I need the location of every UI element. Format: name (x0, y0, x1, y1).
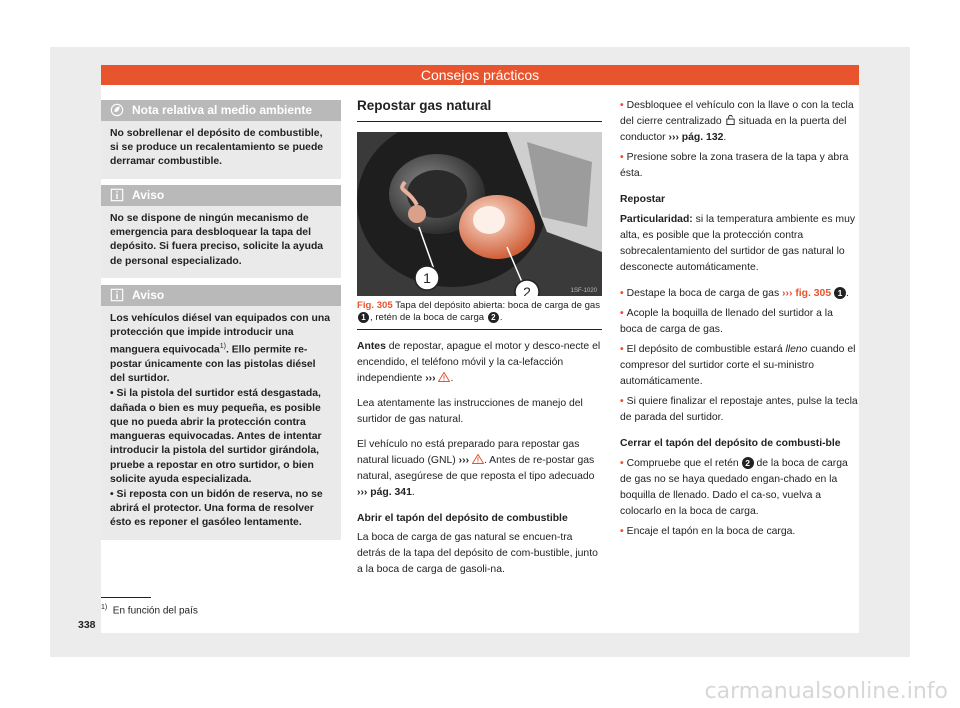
step-acople (620, 306, 858, 338)
step-text: Compruebe que el retén (626, 458, 739, 469)
figure-callout-1: 1 (423, 270, 431, 286)
footnote-marker: 1) (101, 604, 108, 611)
subheading-abrir: Abrir el tapón del depósito de combustible (357, 513, 568, 524)
fuel-filler-figure (357, 132, 602, 296)
aviso-bullet-text: Si reposta con un bidón de reserva, no se abrirá el protector. Una forma de resolver ésto es reponer el gasóleo lentamente. (110, 488, 323, 529)
page-reference-link[interactable]: ››› pág. 132 (668, 132, 724, 143)
step-finalizar (620, 394, 858, 426)
subheading-repostar: Repostar (620, 194, 666, 205)
footnote (101, 604, 198, 616)
bullet-marker: • (620, 344, 624, 355)
emphasis-text: lleno (785, 344, 808, 355)
step-text: Acople la boquilla de llenado del surtidor a la boca de carga de gas. (620, 308, 833, 335)
fuel-filler-illustration (357, 132, 602, 296)
aviso-text-1: No se dispone de ningún mecanismo de emergencia para desbloquear la tapa del depósito. Si fuera preciso, solicite la ayuda de personal especializado. (110, 213, 324, 267)
caption-text: Tapa del depósito abierta: boca de carga de gas (395, 300, 601, 311)
aviso-body-2 (101, 306, 341, 540)
ref-arrows: ››› (425, 373, 436, 384)
step-text: Presione sobre la zona trasera de la tapa y abra ésta. (620, 152, 849, 179)
caption-text: , retén de la boca de carga (370, 312, 485, 323)
watermark: carmanualsonline.info (704, 679, 948, 704)
aviso-box-1 (101, 185, 341, 278)
footnote-marker: 1) (219, 343, 226, 351)
paragraph-antes: Antes de repostar, apague el motor y desco-necte el encendido, el teléfono móvil y la ca-lefacción independiente ››› . (357, 341, 601, 384)
callout-1-inline: 1 (358, 312, 369, 323)
aviso-paragraph (110, 312, 332, 386)
paragraph-text: de repostar, apague el motor y desco-necte el encendido, el teléfono móvil y la ca-lefacción independiente (357, 341, 601, 384)
environment-note-text: No sobrellenar el depósito de combustible, si se produce un recalentamiento se puede derramar combustible. (110, 128, 324, 168)
warning-icon (438, 372, 450, 382)
aviso-header-1 (101, 185, 341, 206)
aviso-box-2 (101, 285, 341, 540)
footnote-text: En función del país (112, 605, 198, 617)
bullet-marker: • (620, 396, 624, 407)
bullet-marker: • (620, 288, 624, 299)
figure-reference-link[interactable]: ››› fig. 305 (782, 288, 832, 299)
step-presione (620, 150, 858, 182)
step-text: Si quiere finalizar el repostaje antes, pulse la tecla de parada del surtidor. (620, 396, 858, 423)
figure-caption: Fig. 305 Tapa del depósito abierta: boca de carga de gas 1 , retén de la boca de carga 2 . (357, 300, 602, 330)
paragraph-particularidad (620, 212, 858, 276)
step-text: de la boca de carga de gas no se haya quedado engan-chado en la boquilla de llenado. Dado el ca-so, vuelva a colocarlo en la boca de carga. (620, 458, 848, 517)
paragraph-boca-carga: La boca de carga de gas natural se encuen-tra detrás de la tapa del depósito de com-bustible, junto a la boca de carga de gasoli-na. (357, 532, 598, 575)
aviso-text-part: . Ello permite re-postar únicamente con las pistolas diésel del surtidor. (110, 344, 316, 385)
paragraph-instrucciones: Lea atentamente las instrucciones de manejo del surtidor de gas natural. (357, 398, 583, 425)
footnote-divider (101, 597, 151, 598)
step-text: situada en la puerta del conductor (620, 116, 847, 143)
environment-note-title: Nota relativa al medio ambiente (132, 103, 313, 117)
aviso-bullet-text: Si la pistola del surtidor está desgastada, dañada o bien es muy pequeña, es posible que no pueda abrir la protección contra mangueras equivocadas. Antes de intentar introducir la pistola del surtidor girándola, pruebe a repostar en otro surtidor, o bien solicite ayuda especializada. (110, 388, 322, 485)
paragraph-text: . Antes de re-postar gas natural, asegúrese de que reposta el tipo adecuado (357, 455, 595, 482)
subheading-cerrar: Cerrar el tapón del depósito de combusti-ble (620, 438, 841, 449)
eco-icon (110, 103, 126, 119)
page-number: 338 (78, 619, 96, 631)
aviso-title-2: Aviso (132, 288, 165, 302)
paragraph-gnl: El vehículo no está preparado para repostar gas natural licuado (GNL) ››› . Antes de re-postar gas natural, asegúrese de que reposta el tipo adecuado ››› pág. 341. (357, 439, 595, 498)
aviso-body-1 (101, 206, 341, 278)
bold-lead: Antes (357, 341, 386, 352)
callout-1-inline: 1 (834, 287, 846, 299)
middle-column (357, 98, 602, 578)
callout-2-inline: 2 (742, 457, 754, 469)
step-destape: • Destape la boca de carga de gas ››› fig. 305 1 . (620, 288, 849, 299)
bullet-marker: • (620, 308, 624, 319)
environment-note-header (101, 100, 341, 121)
callout-2-inline: 2 (488, 312, 499, 323)
bullet-marker: • (620, 100, 624, 111)
ref-arrows: ››› (458, 455, 470, 466)
bullet-marker: • (620, 526, 624, 537)
figure-code: 1SF-1020 (570, 288, 597, 294)
step-deposito-lleno (620, 342, 858, 390)
section-header: Consejos prácticos (101, 65, 859, 85)
aviso-bullet (110, 488, 332, 531)
environment-note-body (101, 121, 341, 179)
bold-lead: Particularidad: (620, 214, 693, 225)
paragraph-text: si la temperatura ambiente es muy alta, es posible que la protección contra sobrecalentamiento del surtidor de gas natural lo desconecte automáticamente. (620, 214, 856, 273)
bullet-marker: • (620, 152, 624, 163)
page-reference-link[interactable]: ››› pág. 341 (357, 487, 412, 498)
step-desbloquee: • Desbloquee el vehículo con la llave o con la tecla del cierre centralizado situada en la puerta del conductor ››› pág. 132. (620, 100, 854, 143)
step-text: Destape la boca de carga de gas (626, 288, 780, 299)
figure-label: Fig. 305 (357, 300, 393, 311)
paragraph-text: El vehículo no está preparado para repostar gas natural licuado (GNL) (357, 439, 580, 466)
bullet-marker: • (110, 488, 117, 500)
info-icon (110, 188, 126, 204)
environment-note-box (101, 100, 341, 179)
aviso-text-part: Los vehículos diésel van equipados con una protección que impide introducir una manguera equivocada (110, 313, 330, 356)
aviso-bullet (110, 387, 332, 486)
warning-icon (472, 454, 484, 464)
step-encaje (620, 524, 858, 540)
step-text: Encaje el tapón en la boca de carga. (626, 526, 796, 537)
step-text: cuando el compresor del surtidor corte el su-ministro automáticamente. (620, 344, 856, 387)
right-column (620, 98, 858, 544)
step-text: El depósito de combustible estará (626, 344, 783, 355)
bullet-marker: • (110, 388, 117, 400)
step-compruebe (620, 456, 858, 520)
aviso-title-1: Aviso (132, 188, 165, 202)
info-icon (110, 288, 126, 304)
figure-callout-2: 2 (523, 284, 531, 296)
unlock-icon (725, 114, 736, 125)
section-title: Repostar gas natural (357, 98, 602, 122)
step-text: Desbloquee el vehículo con la llave o con la tecla del cierre centralizado (620, 100, 854, 127)
bullet-marker: • (620, 458, 624, 469)
aviso-header-2 (101, 285, 341, 306)
